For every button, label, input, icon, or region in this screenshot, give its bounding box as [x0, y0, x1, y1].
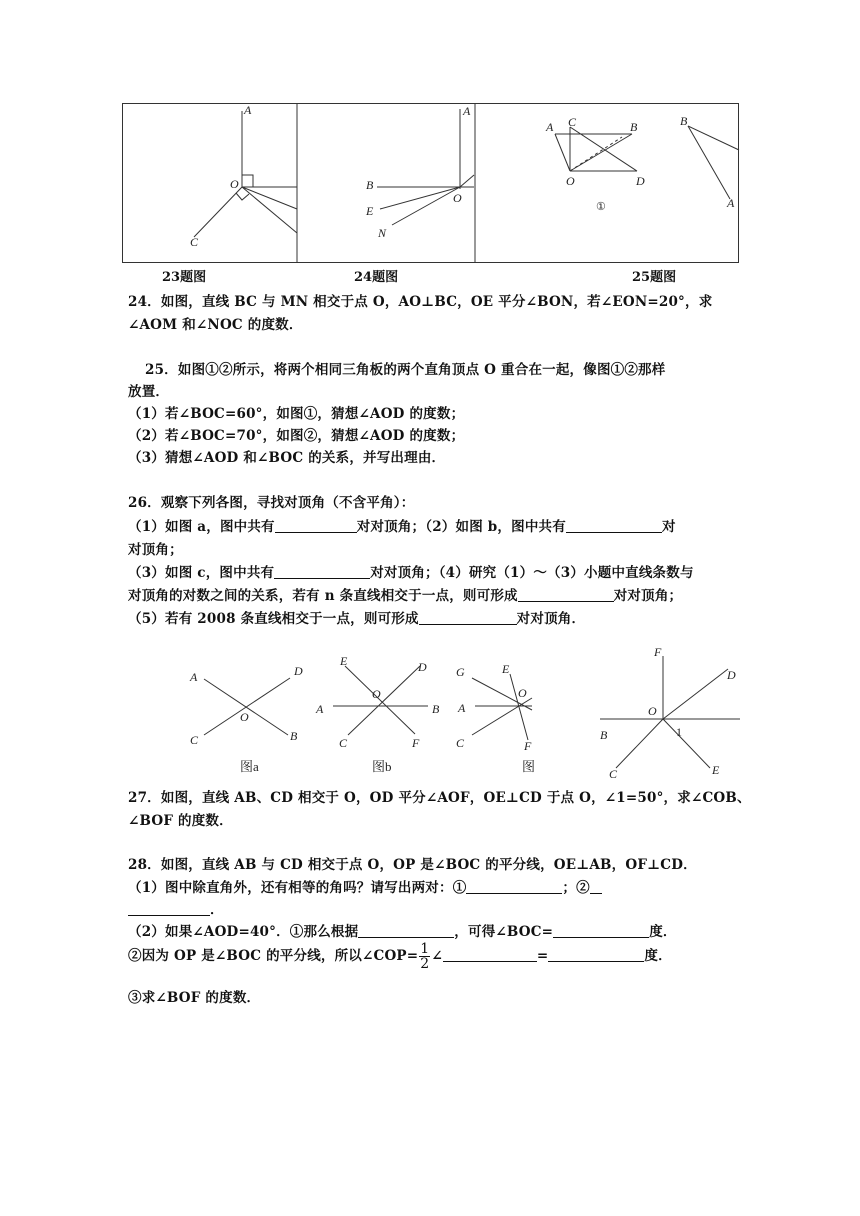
figb-label-a: A — [316, 702, 324, 716]
q28-text-5b: ∠ — [431, 948, 443, 964]
fig27-label-c: C — [609, 767, 618, 781]
fig23-label-a: A — [244, 103, 252, 117]
q26-text-5a: （5）若有 2008 条直线相交于一点，则可形成 — [128, 611, 419, 627]
q28-text-2b: ；② — [562, 880, 590, 896]
figure-23 — [190, 103, 297, 249]
figure-27 — [600, 645, 740, 781]
figc-caption: 图 — [522, 759, 536, 774]
figb-label-c: C — [339, 736, 348, 750]
q26-text-1c: 对 — [661, 519, 676, 535]
figure-24 — [365, 104, 474, 240]
fraction-numerator: 1 — [420, 941, 430, 957]
figb-label-d: D — [418, 660, 427, 674]
q26-row5 — [128, 607, 585, 627]
q28-text-2a: （1）图中除直角外，还有相等的角吗？请写出两对：① — [128, 880, 467, 896]
q25-line1: 25．如图①②所示，将两个相同三角板的两个直角顶点 O 重合在一起，像图①②那样 — [145, 362, 666, 378]
figc-label-c: C — [456, 736, 465, 750]
fig25-label-b: B — [630, 120, 638, 134]
q26-row1 — [128, 515, 676, 535]
fig25-label-b2: B — [680, 114, 688, 128]
q24-line2: ∠AOM 和∠NOC 的度数． — [128, 317, 303, 333]
q26-text-3a: （3）如图 c，图中共有 — [128, 565, 275, 581]
fig25-label-c: C — [568, 115, 577, 129]
fraction-denominator: 2 — [420, 956, 430, 972]
q28-row6: ③求∠BOF 的度数． — [128, 990, 261, 1006]
q26-row4 — [128, 584, 682, 604]
fig27-label-e: E — [712, 763, 720, 777]
q26-text-4a: 对顶角的对数之间的关系，若有 n 条直线相交于一点，则可形成 — [128, 588, 518, 604]
fig27-label-d: D — [727, 668, 736, 682]
fig25-label-o: O — [566, 174, 575, 188]
fig27-label-o: O — [648, 704, 657, 718]
figa-caption: 图a — [240, 759, 259, 774]
figa-label-d: D — [294, 664, 303, 678]
figure-b — [315, 654, 440, 774]
figb-label-b: B — [432, 702, 440, 716]
figure-a — [189, 664, 303, 774]
fig23-label-c: C — [190, 235, 199, 249]
q28-text-3: ． — [210, 902, 224, 918]
fig27-label-f: F — [654, 645, 662, 659]
figures-23-25-box — [122, 103, 740, 265]
q28-line1: 28．如图，直线 AB 与 CD 相交于点 O，OP 是∠BOC 的平分线，OE⊥AB，OF⊥CD． — [128, 857, 697, 873]
q27-line1: 27．如图，直线 AB、CD 相交于 O，OD 平分∠AOF，OE⊥CD 于点 O，∠1=50°，求∠COB、 — [128, 790, 751, 806]
q26-text-4b: 对对顶角； — [613, 588, 683, 604]
q25-item3: （3）猜想∠AOD 和∠BOC 的关系，并写出理由． — [128, 450, 446, 466]
figure-25 — [545, 114, 739, 213]
figure-c — [456, 662, 535, 774]
q25-item1: （1）若∠BOC=60°，如图①，猜想∠AOD 的度数； — [128, 406, 465, 422]
q28-blank-3[interactable] — [358, 923, 454, 938]
q26-blank-4[interactable] — [518, 587, 614, 602]
q28-blank-6[interactable] — [548, 947, 644, 962]
q28-text-4c: 度． — [649, 924, 677, 940]
fig24-label-o: O — [453, 191, 462, 205]
figc-label-f: F — [524, 739, 532, 753]
q26-blank-5[interactable] — [419, 610, 517, 625]
caption-23: 23题图 — [162, 270, 207, 285]
q28-blank-5[interactable] — [443, 947, 537, 962]
q28-text-5d: 度． — [644, 948, 672, 964]
q28-blank-2-start[interactable] — [590, 879, 602, 894]
q28-row4 — [128, 920, 677, 940]
figc-label-o: O — [518, 686, 527, 700]
fig24-label-n: N — [378, 226, 387, 240]
figa-label-b: B — [290, 729, 298, 743]
figb-caption: 图b — [372, 759, 392, 774]
figa-label-a: A — [190, 670, 198, 684]
figc-label-a: A — [458, 701, 466, 715]
q26-row2: 对顶角； — [128, 542, 183, 558]
fig23-label-o: O — [230, 177, 239, 191]
fig25-label-d: D — [636, 174, 645, 188]
q26-blank-2[interactable] — [566, 518, 662, 533]
figb-label-e: E — [340, 654, 348, 668]
fig27-label-b: B — [600, 728, 608, 742]
q24-line1: 24．如图，直线 BC 与 MN 相交于点 O，AO⊥BC，OE 平分∠BON，若∠EON=20°，求 — [128, 294, 713, 310]
figc-label-e: E — [502, 662, 510, 676]
figa-label-o: O — [240, 710, 249, 724]
q28-blank-4[interactable] — [553, 923, 649, 938]
q26-text-1b: 对对顶角；（2）如图 b，图中共有 — [356, 519, 566, 535]
figb-label-o: O — [372, 687, 381, 701]
q25-line2: 放置． — [128, 384, 170, 400]
one-half-fraction — [419, 942, 430, 971]
fig24-label-a: A — [463, 104, 471, 118]
fig25-label-circle-one: ① — [596, 201, 606, 213]
q26-row3 — [128, 561, 694, 581]
fig24-label-b: B — [366, 178, 374, 192]
q26-blank-3[interactable] — [274, 564, 370, 579]
q28-row3 — [128, 898, 224, 918]
fig25-label-a2: A — [727, 196, 735, 210]
q25-item2: （2）若∠BOC=70°，如图②，猜想∠AOD 的度数； — [128, 428, 465, 444]
q26-text-5b: 对对顶角． — [516, 611, 586, 627]
fig24-label-e: E — [366, 204, 374, 218]
q26-text-1a: （1）如图 a，图中共有 — [128, 519, 275, 535]
figc-label-g: G — [456, 665, 465, 679]
q28-row2 — [128, 876, 602, 896]
fig25-label-a: A — [546, 120, 554, 134]
q28-row5 — [128, 942, 672, 971]
q28-text-5c: = — [536, 948, 549, 964]
q28-blank-2-cont[interactable] — [128, 901, 210, 916]
q27-line2: ∠BOF 的度数． — [128, 813, 233, 829]
q28-text-4a: （2）如果∠AOD=40°．①那么根据 — [128, 924, 359, 940]
q26-blank-1[interactable] — [275, 518, 357, 533]
q26-text-3b: 对对顶角；（4）研究（1）～（3）小题中直线条数与 — [370, 565, 694, 581]
figb-label-f: F — [412, 736, 420, 750]
fig27-label-angle-1: 1 — [676, 725, 682, 739]
q28-text-5a: ②因为 OP 是∠BOC 的平分线，所以∠COP= — [128, 948, 419, 964]
figa-label-c: C — [190, 733, 199, 747]
figures-26-27 — [180, 640, 750, 790]
q28-text-4b: ，可得∠BOC= — [454, 924, 554, 940]
q28-blank-1[interactable] — [466, 879, 562, 894]
caption-24: 24题图 — [354, 270, 399, 285]
q26-title: 26．观察下列各图，寻找对顶角（不含平角）： — [128, 495, 415, 511]
caption-25: 25题图 — [632, 270, 677, 285]
